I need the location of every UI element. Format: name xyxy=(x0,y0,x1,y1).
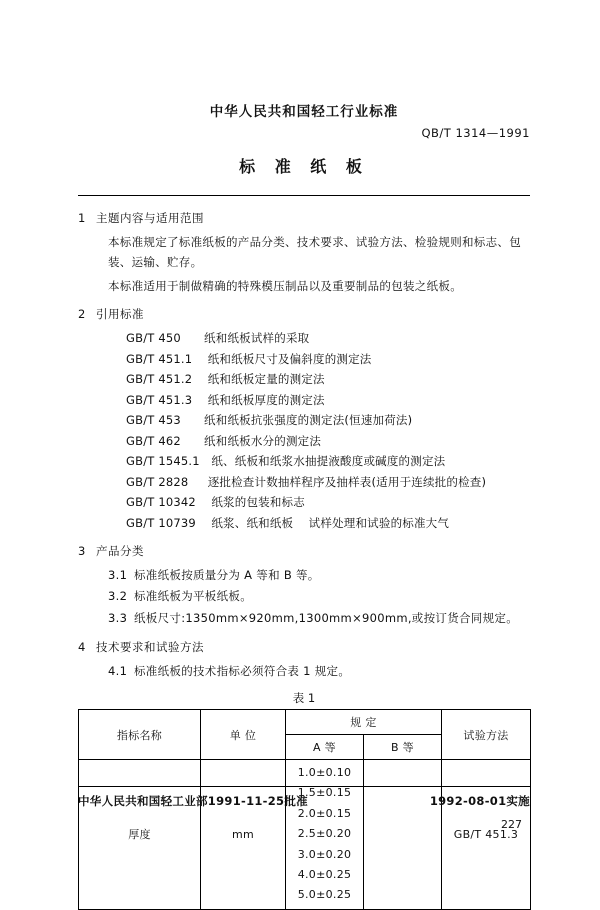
document-footer xyxy=(78,786,530,809)
header-grade-b: B 等 xyxy=(364,735,442,760)
document-title: 标 准 纸 板 xyxy=(239,157,369,176)
reference-item: GB/T 450 纸和纸板试样的采取 xyxy=(126,331,310,346)
standard-organization: 中华人民共和国轻工行业标准 xyxy=(209,104,399,120)
value-line: 4.0±0.25 xyxy=(297,867,352,881)
cell-unit: mm xyxy=(201,760,286,909)
footer-divider xyxy=(78,786,530,787)
clause-text: 标准纸板为平板纸板。 xyxy=(134,589,252,604)
section-title-1: 主题内容与适用范围 xyxy=(96,211,204,225)
section-1-paragraph-2: 本标准适用于制做精确的特殊模压制品以及重要制品的包装之纸板。 xyxy=(108,279,462,294)
clause-number: 3.1 xyxy=(108,568,128,583)
reference-item: GB/T 10739 纸浆、纸和纸板 试样处理和试验的标准大气 xyxy=(126,515,450,530)
section-1-paragraph-1: 本标准规定了标准纸板的产品分类、技术要求、试验方法、检验规则和标志、包装、运输、贮存。 xyxy=(108,235,521,270)
reference-item: GB/T 2828 逐批检查计数抽样程序及抽样表(适用于连续批的检查) xyxy=(126,474,487,489)
header-index-name: 指标名称 xyxy=(79,710,201,760)
reference-item: GB/T 453 纸和纸板抗张强度的测定法(恒速加荷法) xyxy=(126,413,413,428)
clause-number: 3.3 xyxy=(108,610,128,625)
header-grade-a: A 等 xyxy=(286,735,364,760)
clause-text: 标准纸板的技术指标必须符合表 1 规定。 xyxy=(134,663,351,678)
cell-grade-b-values xyxy=(364,760,442,909)
clause-number: 4.1 xyxy=(108,663,128,678)
cell-index-name: 厚度 xyxy=(79,760,201,909)
section-number-4: 4 xyxy=(78,639,86,654)
section-heading-1 xyxy=(78,210,530,226)
cell-grade-a-values xyxy=(286,760,364,909)
value-line: 3.0±0.20 xyxy=(297,847,352,861)
clause-3-3 xyxy=(108,608,530,629)
reference-item: GB/T 462 纸和纸板水分的测定法 xyxy=(126,433,322,448)
clause-text: 标准纸板按质量分为 A 等和 B 等。 xyxy=(134,568,320,583)
reference-item: GB/T 451.3 纸和纸板厚度的测定法 xyxy=(126,392,325,407)
header-unit: 单 位 xyxy=(201,710,286,760)
table-header-row-1 xyxy=(79,710,531,735)
header-specification: 规 定 xyxy=(286,710,442,735)
reference-item: GB/T 451.1 纸和纸板尺寸及偏斜度的测定法 xyxy=(126,351,372,366)
section-heading-3 xyxy=(78,543,530,559)
section-title-3: 产品分类 xyxy=(96,544,144,559)
reference-item: GB/T 10342 纸浆的包装和标志 xyxy=(126,495,305,510)
standard-code: QB/T 1314—1991 xyxy=(421,126,530,140)
cell-test-method: GB/T 451.3 xyxy=(442,760,531,909)
value-line: 2.0±0.15 xyxy=(297,806,352,820)
clause-3-2 xyxy=(108,586,530,607)
clause-number: 3.2 xyxy=(108,589,128,604)
section-number-2: 2 xyxy=(78,307,86,322)
technical-spec-table xyxy=(78,709,531,909)
table-caption: 表 1 xyxy=(292,691,316,706)
reference-standards-list xyxy=(126,328,530,533)
page-number: 227 xyxy=(501,818,522,831)
reference-item: GB/T 1545.1 纸、纸板和纸浆水抽提液酸度或碱度的测定法 xyxy=(126,454,446,469)
section-number-1: 1 xyxy=(78,211,86,225)
section-title-2: 引用标准 xyxy=(96,307,144,322)
section-heading-2 xyxy=(78,306,530,322)
clause-text: 纸板尺寸:1350mm×920mm,1300mm×900mm,或按订货合同规定。 xyxy=(134,610,519,625)
document-header xyxy=(78,100,530,120)
header-test-method: 试验方法 xyxy=(442,710,531,760)
clause-3-1 xyxy=(108,565,530,586)
value-line: 1.5±0.15 xyxy=(297,786,352,800)
value-line: 1.0±0.10 xyxy=(297,766,352,780)
reference-item: GB/T 451.2 纸和纸板定量的测定法 xyxy=(126,372,325,387)
header-divider xyxy=(78,195,530,196)
value-line: 2.5±0.20 xyxy=(297,827,352,841)
section-heading-4 xyxy=(78,639,530,655)
footer-approval: 中华人民共和国轻工业部1991-11-25批准 xyxy=(78,794,308,808)
clause-4-1 xyxy=(108,661,530,682)
value-line: 5.0±0.25 xyxy=(297,888,352,902)
table-row xyxy=(79,760,531,909)
footer-implementation: 1992-08-01实施 xyxy=(429,794,530,808)
section-number-3: 3 xyxy=(78,544,86,559)
section-title-4: 技术要求和试验方法 xyxy=(96,639,204,654)
